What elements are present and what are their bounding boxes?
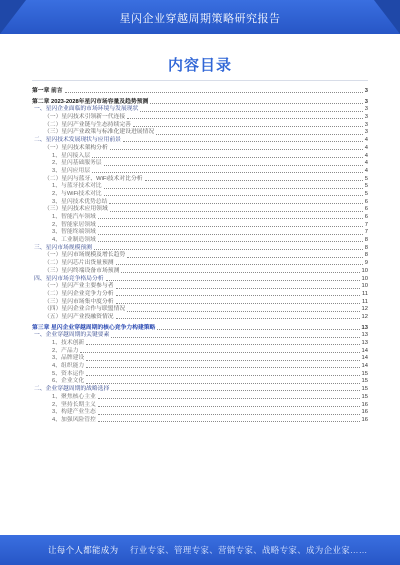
toc-entry[interactable]	[32, 363, 368, 371]
toc-entry-title: （一）星闪技术引领新一代连接	[44, 114, 126, 121]
toc-entry[interactable]	[32, 114, 368, 122]
toc-entry[interactable]	[32, 229, 368, 237]
toc-entry-page: 8	[364, 252, 368, 259]
toc-entry-page: 13	[361, 332, 368, 339]
toc-entry-page: 14	[361, 355, 368, 362]
toc-entry[interactable]	[32, 191, 368, 199]
toc-entry[interactable]	[32, 291, 368, 299]
toc-entry-page: 6	[364, 198, 368, 205]
toc-entry-page: 6	[364, 206, 368, 213]
toc-entry-page: 4	[364, 144, 368, 151]
toc-entry-title: 1、星闪接入层	[52, 152, 91, 159]
toc-entry[interactable]	[32, 237, 368, 245]
toc-entry-page: 12	[361, 313, 368, 320]
toc-leader-dots	[65, 92, 363, 93]
toc-leader-dots	[110, 211, 363, 212]
toc-leader-dots	[133, 126, 363, 127]
toc-leader-dots	[86, 383, 359, 384]
toc-entry[interactable]	[32, 386, 368, 394]
toc-leader-dots	[98, 414, 360, 415]
toc-entry-page: 11	[361, 290, 368, 297]
toc-entry[interactable]	[32, 378, 368, 386]
toc-entry[interactable]	[32, 206, 368, 214]
toc-entry-page: 9	[364, 260, 368, 267]
toc-entry[interactable]	[32, 283, 368, 291]
toc-leader-dots	[98, 234, 363, 235]
toc-leader-dots	[98, 406, 360, 407]
toc-entry-page: 8	[364, 244, 368, 251]
table-of-contents	[32, 88, 368, 425]
toc-entry-page: 15	[361, 386, 368, 393]
toc-entry-title: 1、与蓝牙技术对比	[52, 183, 102, 190]
toc-entry-title: 3、星闪技术优势总结	[52, 198, 108, 205]
toc-leader-dots	[94, 249, 363, 250]
toc-entry-title: 1、智能汽车领域	[52, 214, 96, 220]
toc-entry-title: 4、组织能力	[52, 363, 85, 370]
toc-entry[interactable]	[32, 137, 368, 145]
toc-leader-dots	[92, 172, 363, 173]
toc-entry-title: 5、资本运作	[52, 370, 85, 377]
toc-leader-dots	[116, 318, 360, 319]
toc-entry[interactable]	[32, 168, 368, 176]
toc-entry[interactable]	[32, 252, 368, 260]
toc-entry-page: 5	[364, 183, 368, 190]
toc-entry[interactable]	[32, 88, 368, 96]
toc-entry-page: 4	[364, 152, 368, 159]
toc-leader-dots	[127, 311, 359, 312]
toc-entry-page: 10	[361, 283, 368, 290]
toc-entry-title: 四、星闪市场竞争格局分析	[34, 275, 104, 282]
toc-entry-title: 4、加强风险管控	[52, 416, 96, 423]
toc-leader-dots	[127, 257, 363, 258]
toc-entry-title: 2、与WiFi技术对比	[52, 190, 102, 197]
toc-entry-title: 第二章 2023-2028年星闪市场容量及趋势预测	[32, 98, 149, 105]
toc-heading: 内容目录	[167, 57, 232, 74]
toc-entry-title: （五）星闪产业投融资情况	[44, 313, 114, 320]
toc-leader-dots	[104, 195, 363, 196]
toc-entry[interactable]	[32, 394, 368, 402]
toc-entry[interactable]	[32, 332, 368, 340]
toc-entry-title: （三）星闪终端设备市场预测	[44, 267, 120, 274]
toc-entry-page: 16	[361, 409, 368, 416]
toc-entry-title: 4、工业制造领域	[52, 237, 96, 244]
toc-entry-page: 5	[364, 175, 368, 182]
toc-leader-dots	[150, 103, 362, 104]
toc-entry-page: 14	[361, 363, 368, 370]
toc-entry-page: 3	[364, 129, 368, 136]
toc-entry-title: 6、企业文化	[52, 378, 85, 385]
toc-leader-dots	[109, 203, 362, 204]
toc-entry[interactable]	[32, 268, 368, 276]
toc-leader-dots	[98, 398, 360, 399]
toc-entry-title: （二）星闪企业竞争力分析	[44, 290, 114, 297]
toc-entry-page: 12	[361, 306, 368, 313]
toc-entry-title: 3、智能终端领域	[52, 229, 96, 236]
toc-entry[interactable]	[32, 106, 368, 114]
toc-entry[interactable]	[32, 214, 368, 222]
toc-leader-dots	[104, 188, 363, 189]
toc-leader-dots	[98, 218, 363, 219]
toc-leader-dots	[127, 118, 363, 119]
toc-entry[interactable]	[32, 417, 368, 425]
toc-entry-page: 5	[364, 190, 368, 197]
toc-entry-title: 二、星闪技术发展现状与应用前景	[34, 137, 121, 144]
toc-entry[interactable]	[32, 306, 368, 314]
toc-entry[interactable]	[32, 129, 368, 137]
toc-entry-title: 2、产品力	[52, 347, 79, 354]
toc-entry[interactable]	[32, 314, 368, 322]
toc-entry[interactable]	[32, 355, 368, 363]
toc-entry-page: 16	[361, 416, 368, 423]
toc-leader-dots	[140, 111, 362, 112]
toc-entry-title: （一）星闪产业主要参与者	[44, 283, 114, 290]
toc-entry[interactable]	[32, 145, 368, 153]
toc-entry[interactable]	[32, 409, 368, 417]
toc-entry-title: 二、企业穿越周期的战略选择	[34, 386, 110, 393]
toc-entry-page: 3	[364, 114, 368, 121]
toc-entry-page: 14	[361, 347, 368, 354]
toc-entry-title: （二）星闪芯片出货量预测	[44, 260, 114, 267]
toc-leader-dots	[116, 288, 360, 289]
toc-leader-dots	[121, 272, 359, 273]
toc-leader-dots	[104, 165, 363, 166]
toc-entry-title: （三）星闪技术应用领域	[44, 206, 108, 213]
toc-entry[interactable]	[32, 183, 368, 191]
toc-leader-dots	[86, 375, 359, 376]
toc-entry-page: 15	[361, 393, 368, 400]
toc-entry-page: 7	[364, 221, 368, 228]
toc-entry-title: 一、星闪企业面临的市场环境与发展现状	[34, 106, 139, 113]
document-title: 星闪企业穿越周期策略研究报告	[119, 13, 281, 25]
toc-entry-page: 4	[364, 160, 368, 167]
toc-entry-page: 13	[361, 324, 368, 331]
toc-entry[interactable]	[32, 260, 368, 268]
toc-entry-title: （三）星闪市场集中度分析	[44, 298, 114, 305]
toc-entry-page: 3	[364, 98, 368, 105]
toc-leader-dots	[116, 264, 363, 265]
toc-entry-title: 三、星闪市场规模预测	[34, 244, 92, 251]
toc-leader-dots	[86, 344, 359, 345]
toc-leader-dots	[86, 367, 359, 368]
toc-entry-page: 15	[361, 370, 368, 377]
toc-leader-dots	[106, 280, 360, 281]
toc-entry-page: 7	[364, 229, 368, 236]
footer-brand-text: 让每个人都能成为	[48, 545, 119, 555]
toc-entry-title: 一、企业穿越周期的关键要素	[34, 332, 110, 339]
toc-entry-page: 3	[364, 121, 368, 128]
toc-entry-title: 3、构建产业生态	[52, 409, 96, 416]
toc-leader-dots	[98, 241, 363, 242]
toc-entry-page: 11	[361, 298, 368, 305]
toc-entry-page: 6	[364, 214, 368, 220]
toc-entry-page: 8	[364, 237, 368, 244]
toc-entry-title: （四）星闪企业合作与联盟情况	[44, 306, 126, 313]
toc-leader-dots	[80, 352, 359, 353]
toc-entry-page: 3	[364, 106, 368, 113]
toc-entry-page: 3	[364, 88, 368, 94]
toc-leader-dots	[157, 329, 359, 330]
toc-entry-page: 4	[364, 137, 368, 144]
toc-entry-title: （二）星闪产业链与生态持续完善	[44, 121, 131, 128]
toc-entry-title: （一）星闪市场规模及增长趋势	[44, 252, 126, 259]
toc-leader-dots	[98, 421, 360, 422]
toc-leader-dots	[110, 149, 363, 150]
toc-entry-title: 1、聚焦核心主业	[52, 393, 96, 400]
toc-entry-title: （一）星闪技术架构分析	[44, 144, 108, 151]
toc-entry-title: 3、星闪应用层	[52, 167, 91, 174]
toc-entry-title: 第一章 前言	[32, 88, 63, 94]
toc-leader-dots	[123, 141, 363, 142]
footer-band	[0, 535, 400, 565]
toc-leader-dots	[86, 360, 359, 361]
toc-leader-dots	[111, 390, 359, 391]
header-band	[0, 0, 400, 34]
toc-leader-dots	[92, 157, 363, 158]
toc-leader-dots	[98, 226, 363, 227]
toc-entry-title: （三）星闪产业政策与标准化建设进展情况	[44, 129, 155, 136]
toc-leader-dots	[145, 180, 363, 181]
toc-entry-page: 16	[361, 401, 368, 408]
toc-entry[interactable]	[32, 340, 368, 348]
toc-entry-page: 10	[361, 267, 368, 274]
toc-entry-title: 2、星闪基础服务层	[52, 160, 102, 167]
toc-leader-dots	[116, 295, 360, 296]
toc-entry[interactable]	[32, 160, 368, 168]
toc-leader-dots	[156, 134, 363, 135]
divider	[32, 80, 368, 81]
toc-entry-page: 13	[361, 340, 368, 346]
toc-entry-title: 3、品牌建设	[52, 355, 85, 362]
toc-entry-page: 15	[361, 378, 368, 385]
toc-entry-page: 4	[364, 167, 368, 174]
toc-leader-dots	[111, 337, 359, 338]
toc-entry-title: 1、技术创新	[52, 340, 85, 346]
toc-entry-title: 2、坚持长期主义	[52, 401, 96, 408]
toc-entry-title: （二）星闪与蓝牙、WiFi技术对比分析	[44, 175, 143, 182]
toc-leader-dots	[116, 303, 360, 304]
toc-entry-page: 10	[361, 275, 368, 282]
footer-slogan: 行业专家、管理专家、营销专家、战略专家、成为企业家……	[130, 545, 368, 555]
toc-entry-title: 2、智能家居领域	[52, 221, 96, 228]
toc-entry-title: 第三章 星闪企业穿越周期的核心竞争力构建策略	[32, 324, 156, 331]
